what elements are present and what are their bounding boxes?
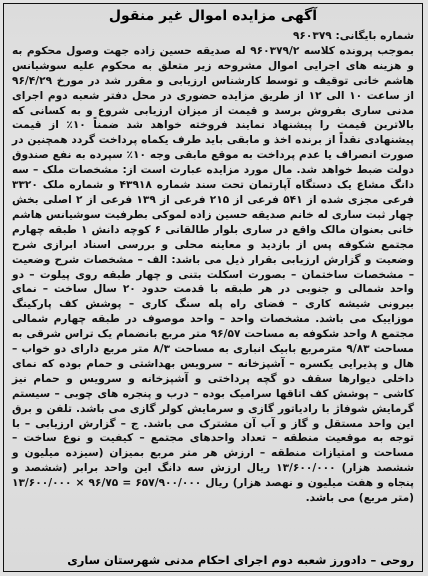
notice-frame xyxy=(3,3,423,572)
notice-body xyxy=(12,29,414,506)
case-number: شماره بایگانی: ۹۶۰۳۷۹ xyxy=(292,30,414,42)
notice-signature: روحی – دادورز شعبه دوم اجرای احکام مدنی شهرستان ساری xyxy=(67,553,414,567)
notice-title: آگهی مزایده اموال غیر منقول xyxy=(108,8,318,24)
notice-body-text: بموجب پرونده کلاسه ۹۶۰۳۷۹/۲ له صدیقه حسین زاده جهت وصول محکوم به و هزینه های اجرایی اموال مشروحه زیر متعلق به محکوم علیه سوشیانس هاشم خانی توقیف و توسط کارشناس ارزیابی و مقرر شد در مورخ ۹۶/۴/۲۹ از ساعت ۱۰ الی ۱۲ از طریق مزایده حضوری در محل دفتر شعبه دوم اجرای مدنی ساری بفروش برسد و قیمت از میزان ارزیابی شروع و به کسانی که بالاترین قیمت را پیشنهاد نمایند فروخته خواهد شد ضمناً ۱۰٪ از قیمت پیشنهادی نقداً از برنده اخذ و مابقی باید طرف یکماه پرداخت گردد همچنین در صورت انصراف یا عدم پرداخت به موقع مابقی وجه ۱۰٪ سپرده به نفع صندوق دولت ضبط خواهد شد. مال مورد مزایده عبارت است از: مشخصات ملک – سه دانگ مشاع یک دستگاه آپارتمان تحت سند شماره ۴۳۹۱۸ و شماره ملک ۳۳۲۰ فرعی مجزی شده از ۵۴۱ فرعی از ۲۱۵ فرعی از ۱۳۹ فرعی از ۲ اصلی بخش چهار ثبت ساری له خانم صدیقه حسین زاده لموکی بطرفیت سوشیانس هاشم خانی بعنوان مالک واقع در ساری بلوار طالقانی ۶ کوچه دانش ۱ طبقه چهارم مجتمع شکوفه پس از بازدید و معاینه محلی و بررسی اسناد ابرازی شرح وضعیت و گزارش ارزیابی بقرار ذیل می باشد: الف – مشخصات شرح وضعیت – مشخصات ساختمان – بصورت اسکلت بتنی و چهار طبقه روی پیلوت – دو واحد شمالی و جنوبی در هر طبقه با قدمت حدود ۲۰ سال ساخت – نمای بیرونی شیشه کاری – فضای راه پله سنگ کاری – پوشش کف پارکینگ موزاییک می باشد. مشخصات واحد – واحد موصوف در طبقه چهارم شمالی مجتمع ۸ واحد شکوفه به مساحت ۹۶/۵۷ متر مربع بانضمام یک تراس شرقی به مساحت ۹/۸۳ مترمربع بابیک انباری به مساحت ۸/۳ متر مربع دارای دو خواب – هال و پذیرایی یکسره – آشپزخانه – سرویس بهداشتی و حمام بوده که نمای داخلی دیوارها سقف دو گچه پرداختی و آشپزخانه و سرویس و حمام نیز کاشی – پوشش کف اتاقها سرامیک بوده – درب و پنجره های چوبی – سیستم گرمایش شوفاژ با رادیاتور گازی و سرمایش کولر گازی می باشد. تلفن و برق این واحد مستقل و گاز و آب آن مشترک می باشد. ج – گزارش ارزیابی – با توجه به موقعیت منطقه – تعداد واحدهای مجتمع – کیفیت و نوع ساخت – مساحت و امتیازات منطقه – ارزش هر متر مربع بمیزان (سیزده میلیون و ششصد هزار) ۱۳/۶۰۰/۰۰۰ ریال ارزش سه دانگ این واحد برابر (ششصد و پنجاه و هفت میلیون و نهصد هزار) ریال ۶۵۷/۹۰۰/۰۰۰ = ۹۶/۷۵ × ۱۳/۶۰۰/۰۰۰ (متر مربع) می باشد. xyxy=(12,44,415,505)
